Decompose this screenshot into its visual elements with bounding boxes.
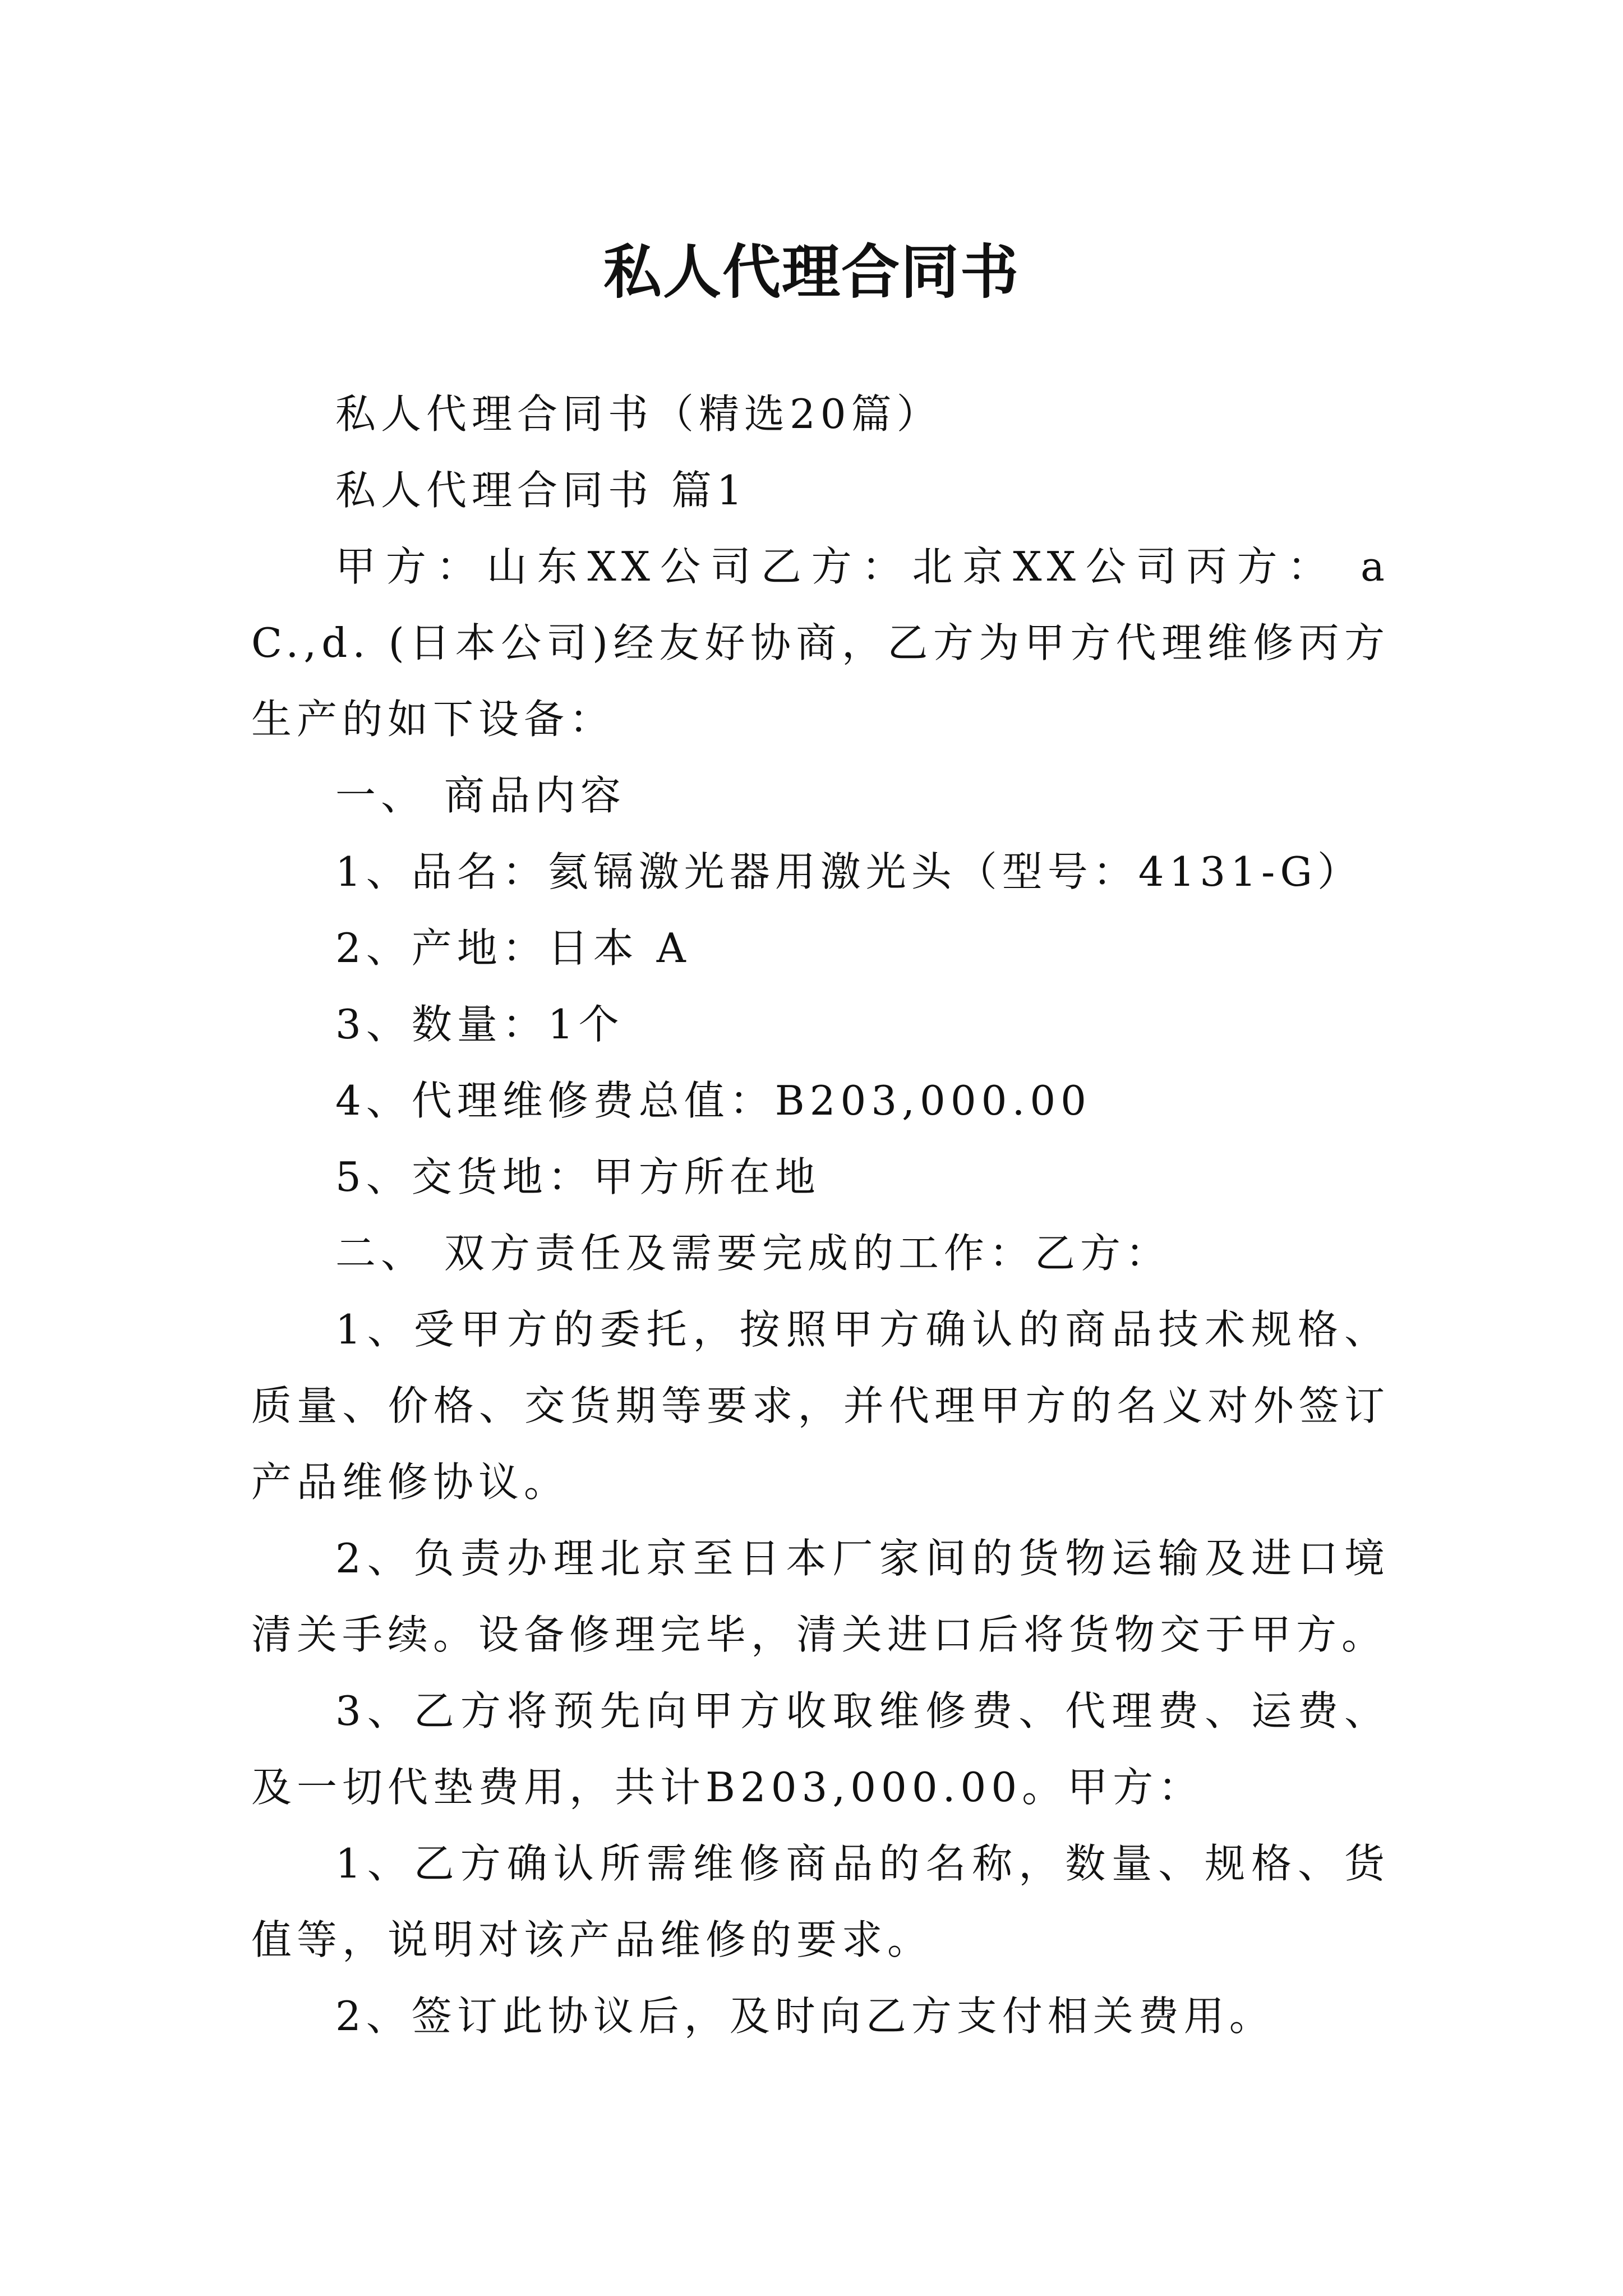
clause-heading: 二、 双方责任及需要完成的工作：乙方：	[335, 1230, 1171, 1277]
document-title: 私人代理合同书	[603, 237, 1020, 306]
clause-item: 1、品名：氦镉激光器用激光头（型号：4131-G）	[335, 848, 1363, 895]
clause-item: 4、代理维修费总值：B203,000.00	[335, 1077, 1091, 1124]
clause-item: 5、交货地：甲方所在地	[335, 1153, 820, 1200]
clause-item: 2、签订此协议后，及时向乙方支付相关费用。	[335, 1993, 1275, 2040]
clause-item: 1、乙方确认所需维修商品的名称，数量、规格、货值等，说明对该产品维修的要求。	[251, 1840, 1390, 1963]
clause-item: 1、受甲方的委托，按照甲方确认的商品技术规格、质量、价格、交货期等要求，并代理甲方的名义对外签订产品维修协议。	[251, 1306, 1390, 1506]
doc-subtitle: 私人代理合同书（精选20篇）	[335, 390, 942, 438]
section-heading: 私人代理合同书 篇1	[335, 467, 748, 514]
clause-item: 2、产地：日本 A	[335, 924, 691, 972]
document-body	[251, 376, 1390, 2054]
clause-item: 3、数量：1个	[335, 1001, 624, 1048]
parties-paragraph: 甲方：山东XX公司乙方：北京XX公司丙方： a C.,d. (日本公司)经友好协商，乙方为甲方代理维修丙方生产的如下设备：	[251, 543, 1390, 743]
clause-item: 3、乙方将预先向甲方收取维修费、代理费、运费、及一切代垫费用，共计B203,000.00。甲方：	[251, 1687, 1390, 1811]
clause-heading: 一、 商品内容	[335, 772, 626, 819]
clause-item: 2、负责办理北京至日本厂家间的货物运输及进口境清关手续。设备修理完毕，清关进口后将货物交于甲方。	[251, 1535, 1390, 1658]
